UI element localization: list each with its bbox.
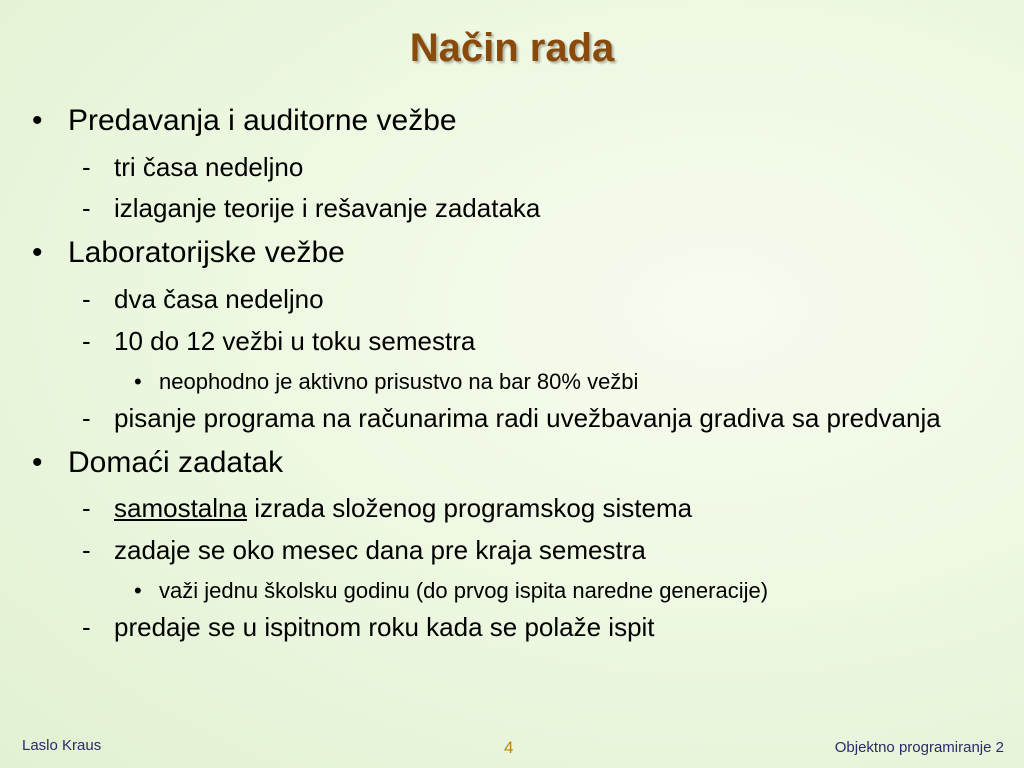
- bullet-text: Domaći zadatak: [68, 445, 284, 479]
- bullet-text: Predavanja i auditorne vežbe: [68, 104, 457, 137]
- sub-sub-bullet-text: neophodno je aktivno prisustvo na bar 80% vežbi: [159, 368, 639, 394]
- course-name: Objektno programiranje 2: [834, 739, 1004, 756]
- sub-bullet-text: izrada složenog programskog sistema: [246, 493, 693, 524]
- sub-bullet-text: izlaganje teorije i rešavanje zadataka: [114, 193, 541, 224]
- sub-sub-bullet-text: važi jednu školsku godinu (do prvog ispita naredne generacije): [159, 578, 769, 604]
- sub-bullet-text: zadaje se oko mesec dana pre kraja semestra: [114, 535, 646, 566]
- sub-bullet-text: predaje se u ispitnom roku kada se polaže ispit: [114, 612, 655, 643]
- bullet-text: Laboratorijske vežbe: [68, 236, 345, 270]
- sub-bullet-item: [0, 613, 1024, 643]
- bullet-marker: •: [32, 445, 43, 479]
- sub-bullet-item: [0, 153, 1024, 183]
- dash-marker: -: [82, 402, 91, 433]
- bullet-marker: •: [32, 104, 43, 137]
- author-name: Laslo Kraus: [22, 737, 102, 754]
- sub-bullet-item: [0, 194, 1024, 224]
- sub-bullet-item: [0, 285, 1024, 315]
- sub-bullet-text: 10 do 12 vežbi u toku semestra: [114, 325, 476, 356]
- sub-bullet-item: [0, 494, 1024, 524]
- bullet-marker: •: [134, 368, 142, 394]
- bullet-item: [0, 446, 1024, 481]
- dash-marker: -: [82, 151, 91, 182]
- slide-title: Način rada: [409, 26, 615, 70]
- slide-content: [0, 104, 1024, 655]
- bullet-marker: •: [32, 236, 43, 270]
- dash-marker: -: [82, 535, 91, 566]
- sub-bullet-text: tri časa nedeljno: [114, 151, 304, 182]
- sub-bullet-text: pisanje programa na računarima radi uvežbavanja gradiva sa predvanja: [114, 402, 941, 433]
- page-number: 4: [504, 738, 514, 757]
- bullet-item: [0, 236, 1024, 271]
- sub-bullet-item: [0, 536, 1024, 566]
- bullet-item: [0, 104, 1024, 139]
- sub-bullet-item: [0, 327, 1024, 357]
- sub-bullet-item: [0, 404, 1024, 434]
- underlined-word: samostalna: [114, 493, 247, 524]
- sub-sub-bullet-item: [0, 578, 1024, 603]
- dash-marker: -: [82, 325, 91, 356]
- slide-footer: [0, 738, 1024, 768]
- dash-marker: -: [82, 283, 91, 314]
- sub-bullet-text: dva časa nedeljno: [114, 283, 324, 314]
- dash-marker: -: [82, 612, 91, 643]
- dash-marker: -: [82, 193, 91, 224]
- bullet-marker: •: [134, 578, 142, 604]
- sub-sub-bullet-item: [0, 369, 1024, 394]
- dash-marker: -: [82, 493, 91, 524]
